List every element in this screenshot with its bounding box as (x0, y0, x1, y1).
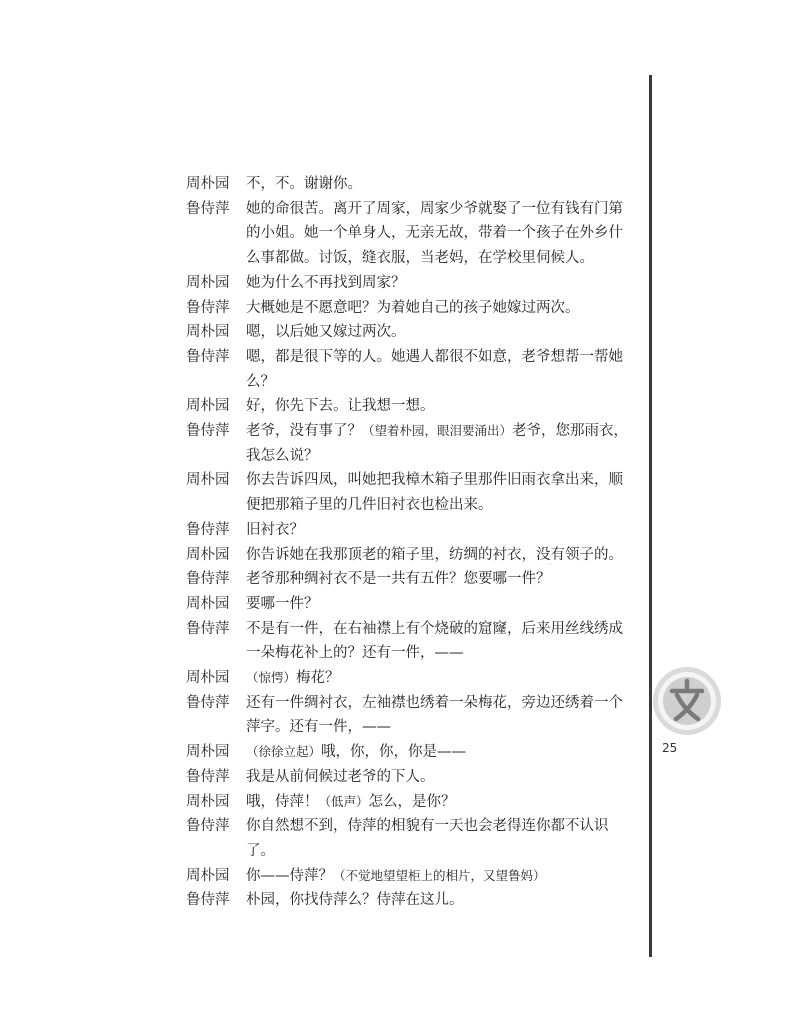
dialogue-line (186, 592, 636, 617)
speech-text (246, 691, 636, 740)
speech-segment: 老爷，您那雨衣，我怎么说？ (246, 423, 629, 464)
dialogue-line (186, 271, 636, 296)
speech-segment: 不，不。谢谢你。 (246, 176, 362, 192)
dialogue-line (186, 740, 636, 765)
dialogue-line (186, 468, 636, 517)
speaker-name: 周朴园 (186, 793, 230, 810)
speaker-name: 鲁侍萍 (186, 620, 230, 637)
speaker-name: 周朴园 (186, 867, 230, 884)
speech-segment: 大概她是不愿意吧？为着她自己的孩子她嫁过两次。 (246, 299, 580, 316)
speaker-name: 周朴园 (186, 670, 230, 687)
dialogue-line (186, 172, 636, 197)
speech-text (246, 345, 636, 394)
dialogue-line (186, 864, 636, 889)
speaker-name: 鲁侍萍 (186, 694, 230, 711)
speaker-name: 周朴园 (186, 398, 230, 415)
speech-text (246, 296, 636, 321)
speaker-name: 鲁侍萍 (186, 892, 230, 909)
dialogue-line (186, 320, 636, 345)
speech-segment: 怎么，是你？ (368, 793, 456, 810)
speech-segment: 老爷那种绸衬衣不是一共有五件？您要哪一件？ (246, 571, 551, 588)
dialogue-line (186, 197, 636, 271)
dialogue-line (186, 666, 636, 691)
dialogue-line (186, 790, 636, 815)
speech-text (246, 320, 636, 345)
speech-segment: 旧衬衣？ (246, 521, 304, 538)
speaker-name: 周朴园 (186, 595, 230, 612)
speech-text (246, 814, 636, 863)
speech-text (246, 543, 636, 568)
speech-text (246, 394, 636, 419)
speech-segment: 梅花？ (296, 670, 340, 687)
speaker-name: 周朴园 (186, 744, 230, 761)
speech-text (246, 271, 636, 296)
speech-segment: 你去告诉四凤，叫她把我樟木箱子里那件旧雨衣拿出来，顺便把那箱子里的几件旧衬衣也检出来。 (246, 472, 623, 514)
speaker-name: 鲁侍萍 (186, 521, 230, 538)
speech-segment: 老爷，没有事了？ (246, 423, 362, 440)
speech-segment: 她为什么不再找到周家？ (246, 274, 406, 291)
speaker-name: 鲁侍萍 (186, 348, 230, 365)
speech-text (246, 567, 636, 592)
speaker-name: 鲁侍萍 (186, 423, 230, 440)
page-number: 25 (662, 741, 678, 755)
speech-segment: 你——侍萍？ (246, 867, 333, 884)
dialogue-line (186, 765, 636, 790)
speech-text (246, 790, 636, 815)
speaker-name: 鲁侍萍 (186, 571, 230, 588)
dialogue-line (186, 394, 636, 419)
speech-segment: 不是有一件，在右袖襟上有个烧破的窟窿，后来用丝线绣成一朵梅花补上的？还有一件，—— (246, 620, 623, 662)
dialogue-line (186, 419, 636, 468)
speaker-name: 周朴园 (186, 472, 230, 489)
speaker-name: 周朴园 (186, 176, 230, 192)
dialogue-line (186, 617, 636, 666)
speech-text (246, 765, 636, 790)
speech-segment: 要哪一件？ (246, 595, 319, 612)
speech-text (246, 740, 636, 765)
speech-segment: 好，你先下去。让我想一想。 (246, 398, 435, 415)
speaker-name: 周朴园 (186, 324, 230, 341)
stage-direction: （望着朴园，眼泪要涌出） (362, 423, 513, 439)
speech-text (246, 197, 636, 271)
dialogue-line (186, 518, 636, 543)
speaker-name: 鲁侍萍 (186, 200, 230, 217)
speech-text (246, 617, 636, 666)
speaker-name: 周朴园 (186, 546, 230, 563)
dialogue-line (186, 691, 636, 740)
speech-segment: 嗯，都是很下等的人。她遇人都很不如意，老爷想帮一帮她么？ (246, 348, 623, 390)
speech-segment: 你告诉她在我那顶老的箱子里，纺绸的衬衣，没有领子的。 (246, 546, 623, 563)
speech-text (246, 592, 636, 617)
dialogue-line (186, 345, 636, 394)
dialogue-line (186, 888, 636, 913)
speech-text (246, 666, 636, 691)
speech-segment: 哦，侍萍！ (246, 793, 319, 810)
speech-segment: 朴园，你找侍萍么？侍萍在这儿。 (246, 892, 464, 909)
dialogue-line (186, 814, 636, 863)
speech-segment: 嗯，以后她又嫁过两次。 (246, 324, 406, 341)
speech-text (246, 864, 636, 889)
speech-text (246, 518, 636, 543)
speech-segment: 哦，你，你，你是—— (321, 744, 467, 761)
dialogue-line (186, 543, 636, 568)
play-dialogue (186, 172, 636, 913)
speaker-name: 鲁侍萍 (186, 818, 230, 835)
stage-direction: （不觉地望望柜上的相片，又望鲁妈） (333, 867, 546, 883)
speaker-name: 鲁侍萍 (186, 768, 230, 785)
speech-segment: 她的命很苦。离开了周家，周家少爷就娶了一位有钱有门第的小姐。她一个单身人，无亲无故，带着一个孩子在外乡什么事都做。讨饭，缝衣服，当老妈，在学校里伺候人。 (246, 200, 623, 267)
speech-segment: 还有一件绸衬衣，左袖襟也绣着一朵梅花，旁边还绣着一个萍字。还有一件，—— (246, 694, 623, 736)
stage-direction: （低声） (318, 793, 369, 809)
speech-text (246, 888, 636, 913)
medallion-glyph: 文 (550, 564, 551, 565)
speech-text (246, 468, 636, 517)
dialogue-line (186, 296, 636, 321)
dialogue-line (186, 567, 636, 592)
speech-text (246, 172, 636, 197)
speaker-name: 周朴园 (186, 274, 230, 291)
speech-text (246, 419, 636, 468)
speech-segment: 你自然想不到，侍萍的相貌有一天也会老得连你都不认识了。 (246, 818, 609, 859)
wen-character-medallion-icon (550, 564, 724, 738)
speaker-name: 鲁侍萍 (186, 299, 230, 316)
stage-direction: （惊愕） (246, 670, 297, 686)
speech-segment: 我是从前伺候过老爷的下人。 (246, 768, 435, 785)
stage-direction: （徐徐立起） (246, 744, 322, 760)
vertical-margin-rule (649, 75, 652, 957)
